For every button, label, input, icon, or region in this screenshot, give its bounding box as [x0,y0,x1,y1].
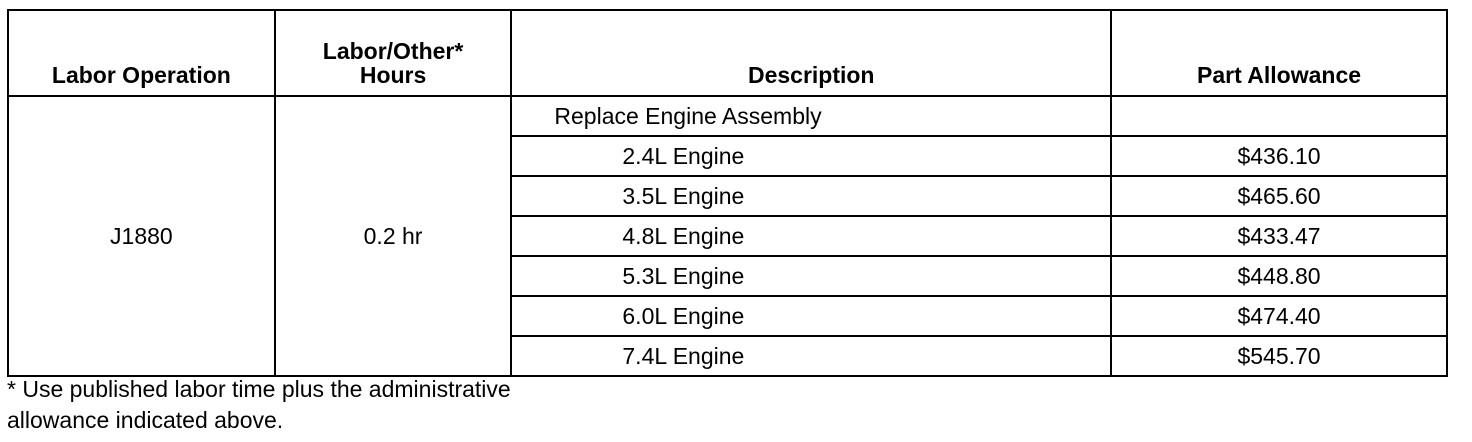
allowance-cell: $448.80 [1111,256,1447,296]
allowance-cell: $474.40 [1111,296,1447,336]
header-description: Description [511,10,1111,96]
header-part-allowance: Part Allowance [1111,10,1447,96]
description-cell: 4.8L Engine [511,216,1111,256]
allowance-cell: $465.60 [1111,176,1447,216]
footnote-line2: allowance indicated above. [7,407,284,433]
header-labor-other-hours [275,10,512,96]
description-title-cell: Replace Engine Assembly [511,96,1111,136]
description-cell: 2.4L Engine [511,136,1111,176]
footnote [7,374,707,436]
labor-operation-cell: J1880 [8,96,275,376]
allowance-cell: $433.47 [1111,216,1447,256]
header-row [8,10,1447,96]
header-hours-line1: Labor/Other* [322,38,464,64]
allowance-cell [1111,96,1447,136]
footnote-line1: * Use published labor time plus the administrative [7,376,511,402]
header-hours-line2: Hours [359,62,427,88]
labor-allowance-table [7,9,1448,377]
header-labor-operation: Labor Operation [8,10,275,96]
description-cell: 5.3L Engine [511,256,1111,296]
allowance-cell: $436.10 [1111,136,1447,176]
hours-cell: 0.2 hr [275,96,512,376]
description-cell: 6.0L Engine [511,296,1111,336]
table-row [8,96,1447,136]
description-cell: 3.5L Engine [511,176,1111,216]
allowance-cell: $545.70 [1111,336,1447,376]
description-cell: 7.4L Engine [511,336,1111,376]
